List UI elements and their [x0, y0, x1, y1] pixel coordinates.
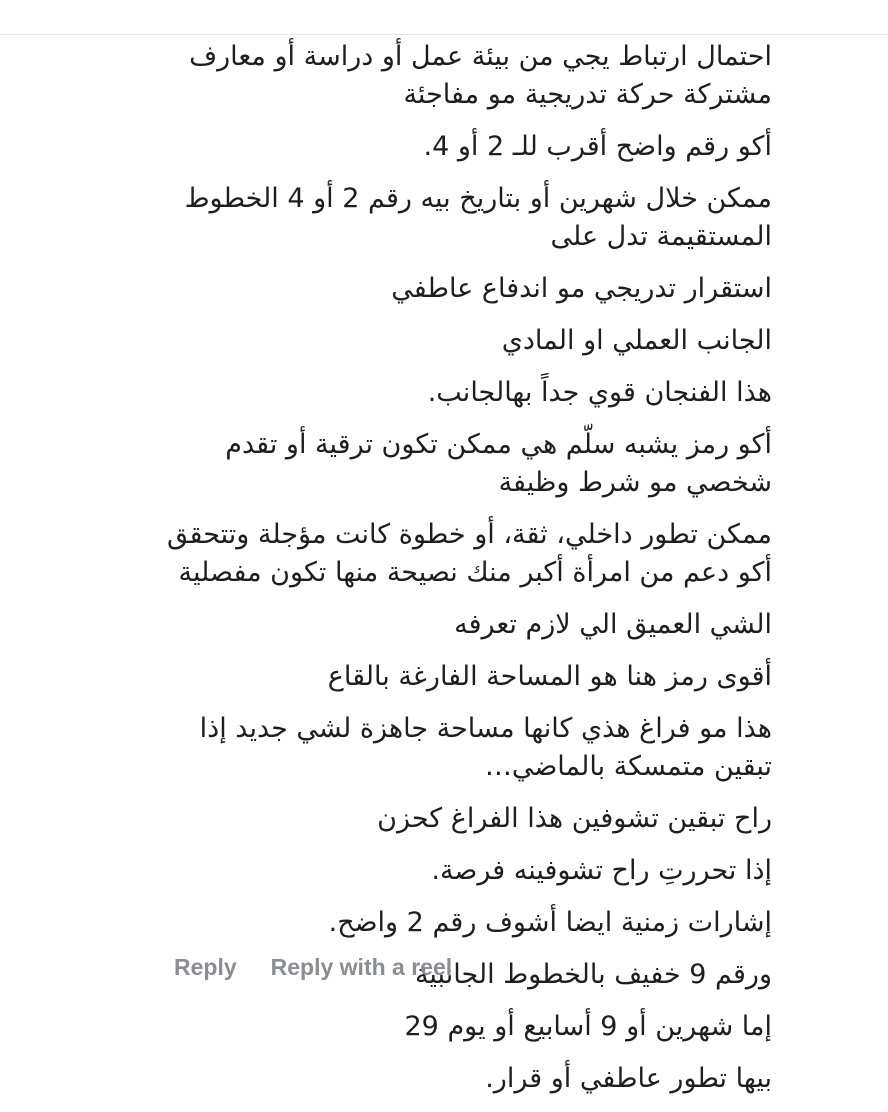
comment-paragraph: [431, 852, 772, 890]
comment-line: هذا الفنجان قوي جداً بهالجانب.: [427, 377, 772, 408]
comment-paragraph: [454, 606, 772, 644]
comment-line: احتمال ارتباط يجي من بيئة عمل أو دراسة أو معارف: [189, 41, 772, 72]
comment-line: المستقيمة تدل على: [550, 221, 772, 252]
comment-line: شخصي مو شرط وظيفة: [498, 467, 772, 498]
comment-line: أكو رقم واضح أقرب للـ 2 أو 4.: [423, 131, 772, 162]
comment-paragraph: [328, 658, 772, 696]
comment-line: راح تبقين تشوفين هذا الفراغ كحزن: [377, 803, 772, 834]
comment-paragraph: [167, 516, 772, 592]
comment-line: مشتركة حركة تدريجية مو مفاجئة: [403, 79, 772, 110]
comment-line: استقرار تدريجي مو اندفاع عاطفي: [391, 273, 772, 304]
comment-paragraph: [200, 710, 772, 786]
comment-text: [167, 38, 772, 1098]
reply-with-reel-button[interactable]: Reply with a reel: [270, 954, 453, 980]
comment-line: بيها تطور عاطفي أو قرار.: [485, 1063, 772, 1094]
comment-paragraph: [405, 1008, 773, 1046]
comment-line: ورقم 9 خفيف بالخطوط الجانبية: [414, 959, 772, 990]
comment-paragraph: [428, 374, 772, 412]
comment-paragraph: [189, 38, 772, 114]
comment-line: ممكن تطور داخلي، ثقة، أو خطوة كانت مؤجلة وتتحقق: [167, 519, 772, 550]
comment-paragraph: [225, 426, 772, 502]
comment-line: أقوى رمز هنا هو المساحة الفارغة بالقاع: [327, 661, 772, 692]
comment-line: الجانب العملي او المادي: [501, 325, 772, 356]
reply-button[interactable]: Reply: [174, 954, 237, 980]
comment-line: ممكن خلال شهرين أو بتاريخ بيه رقم 2 أو 4 الخطوط: [184, 183, 772, 214]
comment-paragraph: [423, 128, 772, 166]
comment: [167, 38, 772, 1112]
comment-line: الشي العميق الي لازم تعرفه: [454, 609, 772, 640]
comment-paragraph: [485, 1060, 772, 1098]
comment-paragraph: [377, 800, 772, 838]
comment-paragraph: [391, 270, 772, 308]
comment-actions: [174, 954, 452, 981]
comment-line: تبقين متمسكة بالماضي…: [484, 751, 772, 782]
comment-line: أكو دعم من امرأة أكبر منك نصيحة منها تكون مفصلية: [178, 557, 772, 588]
comment-paragraph: [502, 322, 772, 360]
comment-line: إشارات زمنية ايضا أشوف رقم 2 واضح.: [328, 907, 772, 938]
comment-line: إما شهرين أو 9 أسابيع أو يوم 29: [404, 1011, 772, 1042]
comment-paragraph: [415, 956, 772, 994]
comment-paragraph: [329, 904, 772, 942]
comment-paragraph: [185, 180, 772, 256]
comment-line: هذا مو فراغ هذي كانها مساحة جاهزة لشي جديد إذا: [199, 713, 772, 744]
comment-line: إذا تحررتِ راح تشوفينه فرصة.: [431, 855, 772, 886]
top-divider: [0, 34, 888, 35]
comment-line: أكو رمز يشبه سلّم هي ممكن تكون ترقية أو تقدم: [225, 429, 772, 460]
